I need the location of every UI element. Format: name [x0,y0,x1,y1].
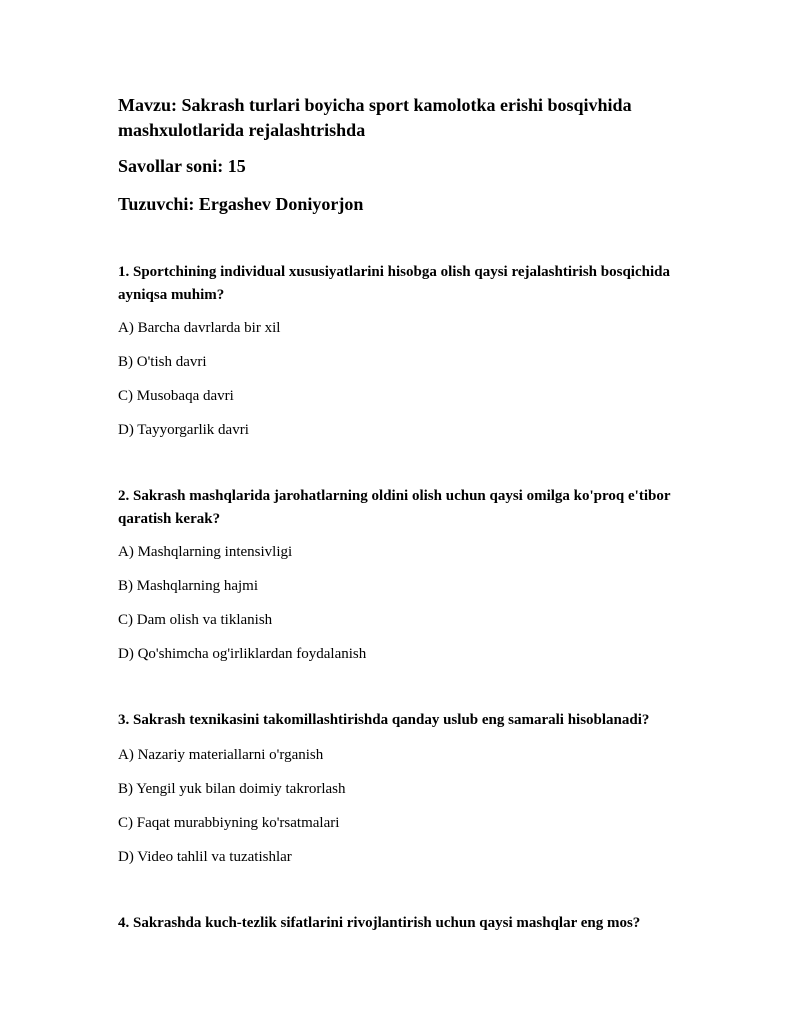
question-text: 2. Sakrash mashqlarida jarohatlarning oldini olish uchun qaysi omilga ko'proq e'tibor qaratish kerak? [118,488,671,527]
option-a: A) Barcha davrlarda bir xil [118,319,281,336]
topic-title: Mavzu: Sakrash turlari boyicha sport kamolotka erishi bosqivhida mashxulotlarida rejalashtrishda [118,95,632,140]
question-block-1 [118,261,688,440]
question-block-2 [118,485,688,664]
document-page [118,93,688,935]
author-line: Tuzuvchi: Ergashev Doniyorjon [118,194,364,214]
question-count: Savollar soni: 15 [118,156,246,176]
option-d: D) Tayyorgarlik davri [118,421,249,438]
option-a: A) Mashqlarning intensivligi [118,543,293,560]
option-c: C) Faqat murabbiyning ko'rsatmalari [118,814,340,831]
options-list [118,318,688,440]
question-block-4 [118,912,688,935]
option-c: C) Musobaqa davri [118,387,234,404]
option-b: B) O'tish davri [118,353,207,370]
question-text: 4. Sakrashda kuch-tezlik sifatlarini rivojlantirish uchun qaysi mashqlar eng mos? [118,915,641,931]
option-d: D) Video tahlil va tuzatishlar [118,848,292,865]
option-d: D) Qo'shimcha og'irliklardan foydalanish [118,645,367,662]
option-c: C) Dam olish va tiklanish [118,611,273,628]
question-block-3 [118,709,688,867]
option-a: A) Nazariy materiallarni o'rganish [118,746,324,763]
question-text: 1. Sportchining individual xususiyatlarini hisobga olish qaysi rejalashtirish bosqichida ayniqsa muhim? [118,264,670,303]
question-text: 3. Sakrash texnikasini takomillashtirishda qanday uslub eng samarali hisoblanadi? [118,712,650,728]
option-b: B) Mashqlarning hajmi [118,577,258,594]
option-b: B) Yengil yuk bilan doimiy takrorlash [118,780,346,797]
options-list [118,542,688,664]
options-list [118,745,688,867]
